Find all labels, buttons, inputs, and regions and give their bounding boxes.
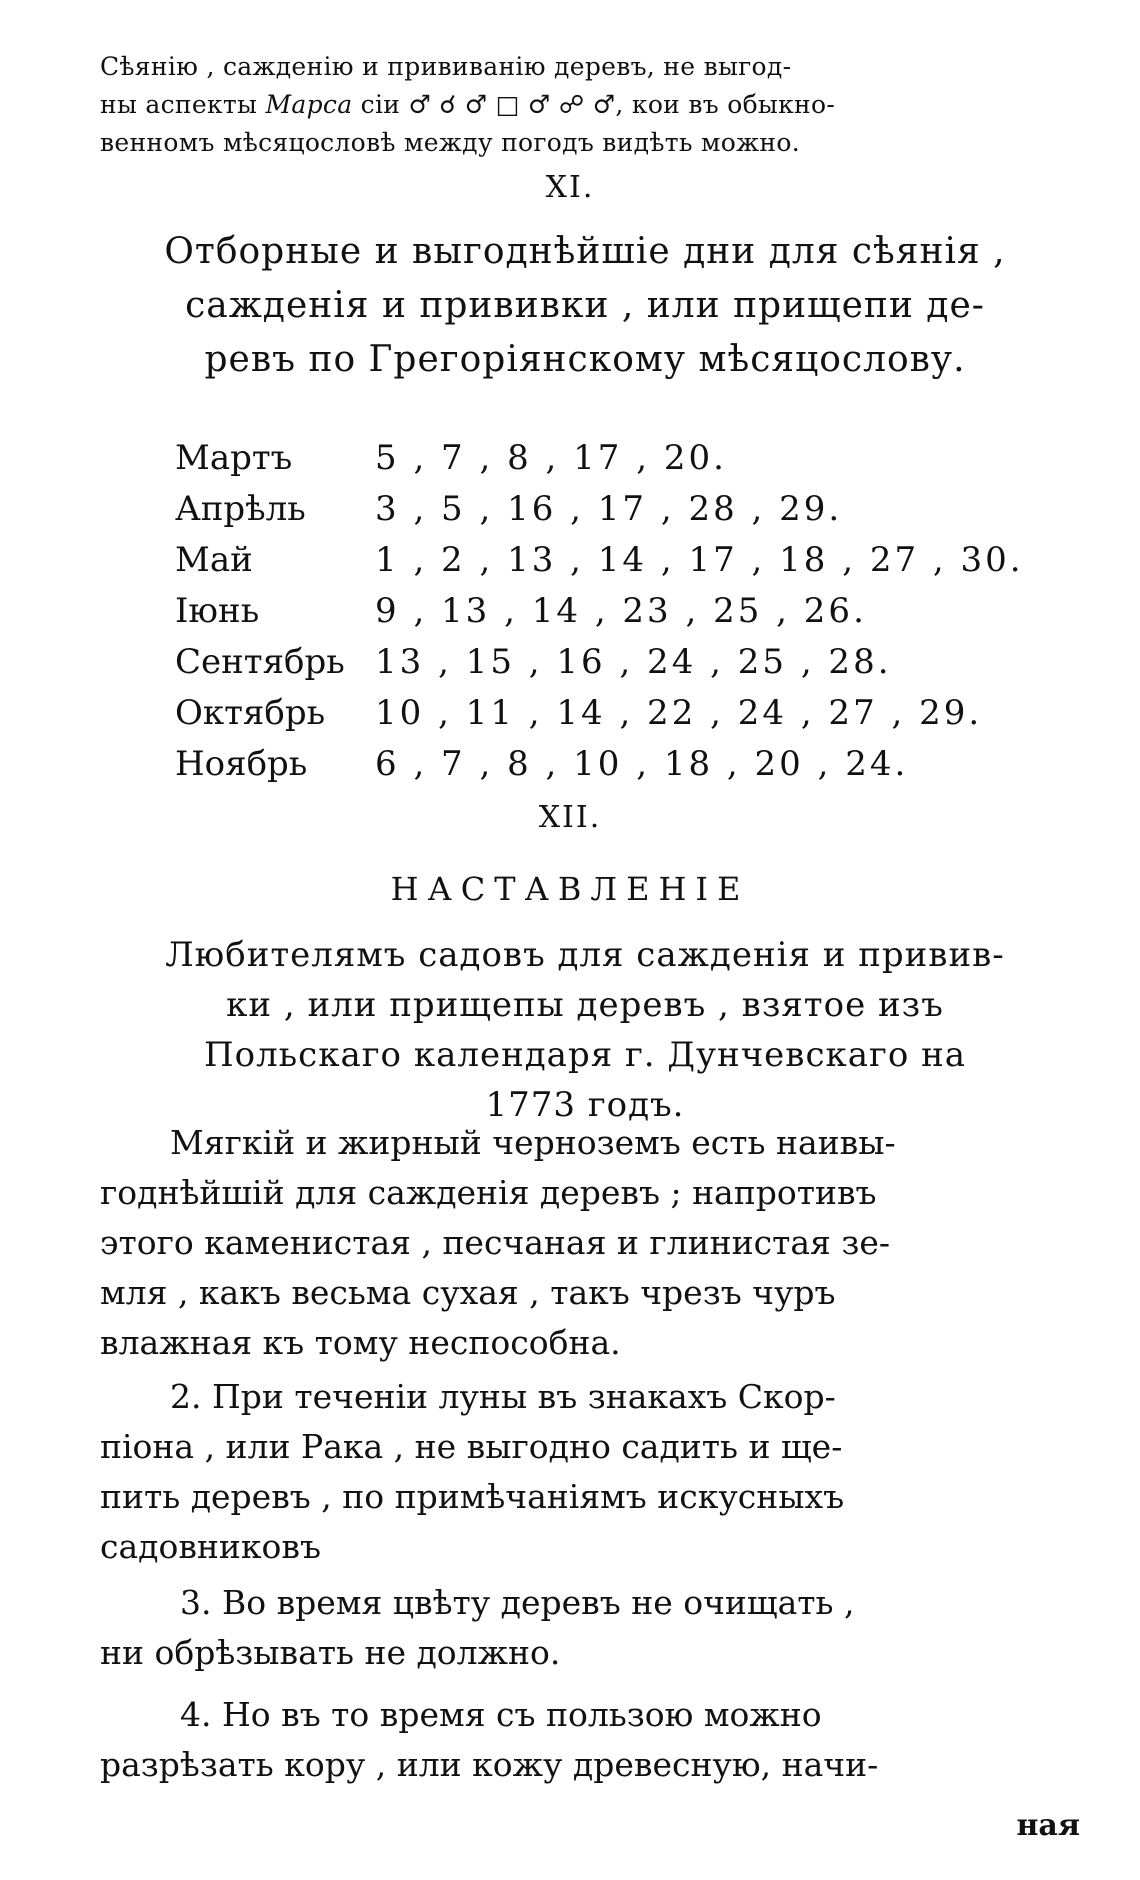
month-row <box>175 738 1095 789</box>
paragraph-2 <box>100 1372 1090 1572</box>
month-days: 3 , 5 , 16 , 17 , 28 , 29. <box>375 488 843 529</box>
section-xii-subtitle <box>90 930 1080 1130</box>
para-line: Мягкій и жирный черноземъ есть наивы- <box>170 1123 896 1162</box>
month-name: Ноябрь <box>175 743 308 784</box>
para-line: пить деревъ , по примѣчаніямъ искусныхъ <box>100 1477 845 1516</box>
heading-line: ревъ по Грегоріянскому мѣсяцослову. <box>204 339 966 380</box>
section-xi-heading <box>90 225 1080 387</box>
month-name: Апрѣль <box>175 488 306 529</box>
section-number-xii: XII. <box>538 800 602 835</box>
intro-line <box>100 86 1060 124</box>
month-row <box>175 687 1095 738</box>
month-row <box>175 636 1095 687</box>
subtitle-line: ки , или прищепы деревъ , взятое изъ <box>226 985 944 1025</box>
intro-text: ны аспекты <box>100 90 258 119</box>
intro-line: венномъ мѣсяцословѣ между погодъ видѣть можно. <box>100 128 800 157</box>
month-days: 6 , 7 , 8 , 10 , 18 , 20 , 24. <box>375 743 909 784</box>
para-line: мля , какъ весьма сухая , такъ чрезъ чуръ <box>100 1273 836 1312</box>
month-days: 9 , 13 , 14 , 23 , 25 , 26. <box>375 590 867 631</box>
subtitle-line: Польскаго календаря г. Дунчевскаго на <box>203 1035 967 1075</box>
catchword: ная <box>1016 1808 1080 1843</box>
months-table <box>175 432 1095 789</box>
month-days: 1 , 2 , 13 , 14 , 17 , 18 , 27 , 30. <box>375 539 1024 580</box>
mars-name: Марса <box>265 90 353 119</box>
paragraph-3 <box>100 1578 1090 1678</box>
paragraph-1 <box>100 1118 1090 1368</box>
section-number-xi: XI. <box>545 170 595 205</box>
month-name: Мартъ <box>175 437 293 478</box>
month-name: Іюнь <box>175 590 260 631</box>
intro-line: Сѣянію , сажденію и прививанію деревъ, не выгод- <box>100 52 792 81</box>
aspect-symbols: сіи ♂ ☌ ♂ □ ♂ ☍ ♂, кои въ обыкно- <box>360 90 836 119</box>
subtitle-line: Любителямъ садовъ для сажденія и привив- <box>165 935 1005 975</box>
para-line: 2. При теченіи луны въ знакахъ Скор- <box>170 1377 836 1416</box>
month-name: Октябрь <box>175 692 326 733</box>
month-name: Сентябрь <box>175 641 345 682</box>
month-row <box>175 432 1095 483</box>
month-row <box>175 483 1095 534</box>
heading-line: сажденія и прививки , или прищепи де- <box>185 285 985 326</box>
month-days: 10 , 11 , 14 , 22 , 24 , 27 , 29. <box>375 692 983 733</box>
paragraph-4 <box>100 1690 1090 1790</box>
para-line: садовниковъ <box>100 1527 321 1566</box>
intro-paragraph <box>100 48 1060 162</box>
subtitle-line: 1773 годъ. <box>485 1085 685 1125</box>
heading-line: Отборные и выгоднѣйшіе дни для сѣянія , <box>164 231 1006 272</box>
para-line: піона , или Рака , не выгодно садить и ще- <box>100 1427 843 1466</box>
para-line: ни обрѣзывать не должно. <box>100 1633 561 1672</box>
month-row <box>175 585 1095 636</box>
para-line: этого каменистая , песчаная и глинистая зе- <box>100 1223 891 1262</box>
para-line: 4. Но въ то время съ пользою можно <box>180 1695 822 1734</box>
para-line: влажная къ тому неспособна. <box>100 1323 621 1362</box>
month-name: Май <box>175 539 253 580</box>
month-days: 13 , 15 , 16 , 24 , 25 , 28. <box>375 641 892 682</box>
para-line: годнѣйшій для сажденія деревъ ; напротивъ <box>100 1173 877 1212</box>
month-days: 5 , 7 , 8 , 17 , 20. <box>375 437 727 478</box>
section-xii-title: НАСТАВЛЕНІЕ <box>390 870 750 908</box>
para-line: 3. Во время цвѣту деревъ не очищать , <box>180 1583 855 1622</box>
month-row <box>175 534 1095 585</box>
para-line: разрѣзать кору , или кожу древесную, начи- <box>100 1745 879 1784</box>
